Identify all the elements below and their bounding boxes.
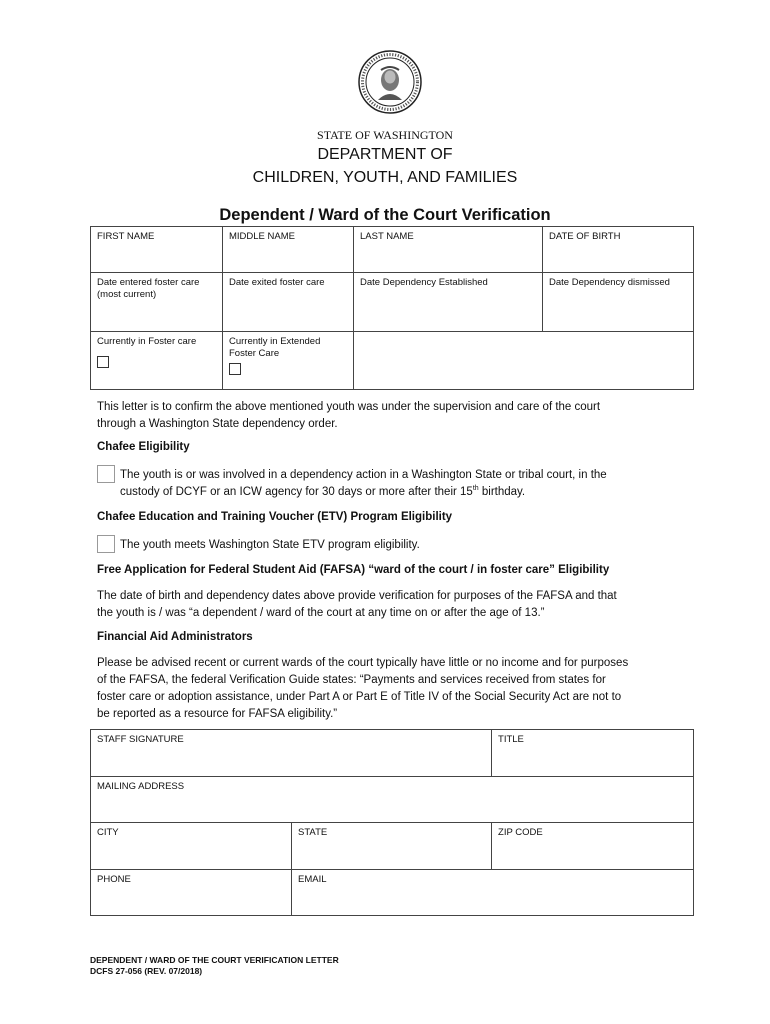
financial-aid-line-1: Please be advised recent or current wards of the court typically have little or no income and for purposes [97, 657, 629, 669]
etv-heading: Chafee Education and Training Voucher (ETV) Program Eligibility [97, 511, 453, 523]
date-dismissed-label: Date Dependency dismissed [549, 277, 670, 288]
confirmation-line-1: This letter is to confirm the above mentioned youth was under the supervision and care of the court [97, 401, 601, 413]
extended-foster-care-cell [223, 332, 354, 390]
email-field[interactable] [292, 870, 694, 916]
document-title: Dependent / Ward of the Court Verification [219, 206, 551, 224]
footer-form-title: DEPENDENT / WARD OF THE COURT VERIFICATION LETTER [90, 955, 339, 965]
chafee-checkbox[interactable] [97, 465, 115, 483]
phone-label: PHONE [97, 874, 131, 885]
date-of-birth-label: DATE OF BIRTH [549, 231, 621, 242]
state-field-label: STATE [298, 827, 328, 838]
phone-field[interactable] [91, 870, 292, 916]
city-field[interactable] [91, 823, 292, 870]
date-dependency-established-field[interactable] [354, 273, 543, 332]
in-extended-label-line1: Currently in Extended [229, 336, 321, 347]
zip-code-label: ZIP CODE [498, 827, 543, 838]
date-of-birth-field[interactable] [543, 227, 694, 273]
confirmation-line-2: through a Washington State dependency order. [97, 418, 338, 430]
mailing-address-label: MAILING ADDRESS [97, 781, 185, 792]
in-foster-care-checkbox[interactable] [97, 356, 109, 368]
last-name-field[interactable] [354, 227, 543, 273]
first-name-label: FIRST NAME [97, 231, 155, 242]
first-name-field[interactable] [91, 227, 223, 273]
financial-aid-line-3: foster care or adoption assistance, under Part A or Part E of Title IV of the Social Security Act are not to [97, 691, 622, 703]
staff-title-field[interactable] [492, 730, 694, 777]
in-extended-label-line2: Foster Care [229, 348, 280, 359]
middle-name-label: MIDDLE NAME [229, 231, 295, 242]
email-label: EMAIL [298, 874, 327, 885]
fafsa-paragraph [97, 588, 687, 622]
date-entered-foster-care-field[interactable] [91, 273, 223, 332]
chafee-text [120, 467, 680, 501]
date-established-label: Date Dependency Established [360, 277, 488, 288]
chafee-line-2: custody of DCYF or an ICW agency for 30 days or more after their 15 [120, 486, 473, 498]
date-exited-foster-care-field[interactable] [223, 273, 354, 332]
mailing-address-field[interactable] [91, 777, 694, 823]
state-seal-logo [358, 50, 422, 114]
chafee-line-2-end: birthday. [478, 486, 526, 498]
chafee-line-1: The youth is or was involved in a dependency action in a Washington State or tribal court, in the [120, 469, 607, 481]
state-field[interactable] [292, 823, 492, 870]
middle-name-field[interactable] [223, 227, 354, 273]
department-line-1: DEPARTMENT OF [317, 146, 453, 163]
staff-info-table [90, 729, 694, 916]
staff-signature-field[interactable] [91, 730, 492, 777]
city-label: CITY [97, 827, 119, 838]
in-extended-foster-care-checkbox[interactable] [229, 363, 241, 375]
confirmation-paragraph [97, 399, 687, 433]
date-entered-label-line2: (most current) [97, 289, 157, 300]
foster-care-cell [91, 332, 223, 390]
staff-signature-label: STAFF SIGNATURE [97, 734, 184, 745]
chafee-heading: Chafee Eligibility [97, 441, 190, 453]
chafee-superscript: th [472, 485, 479, 493]
financial-aid-heading: Financial Aid Administrators [97, 631, 253, 643]
department-line-2: CHILDREN, YOUTH, AND FAMILIES [252, 169, 518, 186]
last-name-label: LAST NAME [360, 231, 414, 242]
etv-checkbox[interactable] [97, 535, 115, 553]
date-dependency-dismissed-field[interactable] [543, 273, 694, 332]
in-foster-care-label: Currently in Foster care [97, 336, 197, 347]
financial-aid-line-2: of the FAFSA, the federal Verification Guide states: “Payments and services received from states for [97, 674, 606, 686]
state-label: STATE OF WASHINGTON [317, 128, 453, 142]
financial-aid-line-4: be reported as a resource for FAFSA eligibility.” [97, 708, 338, 720]
fafsa-line-2: the youth is / was “a dependent / ward of the court at any time on or after the age of 13.” [97, 607, 545, 619]
etv-text: The youth meets Washington State ETV program eligibility. [120, 539, 420, 551]
financial-aid-paragraph [97, 655, 687, 723]
fafsa-heading: Free Application for Federal Student Aid (FAFSA) “ward of the court / in foster care” Eligibility [97, 564, 610, 576]
date-entered-label-line1: Date entered foster care [97, 277, 200, 288]
blank-cell [354, 332, 694, 390]
zip-code-field[interactable] [492, 823, 694, 870]
staff-title-label: TITLE [498, 734, 524, 745]
date-exited-label: Date exited foster care [229, 277, 325, 288]
footer-form-number: DCFS 27-056 (REV. 07/2018) [90, 966, 203, 976]
youth-info-table [90, 226, 694, 390]
fafsa-line-1: The date of birth and dependency dates above provide verification for purposes of the FAFSA and that [97, 590, 617, 602]
